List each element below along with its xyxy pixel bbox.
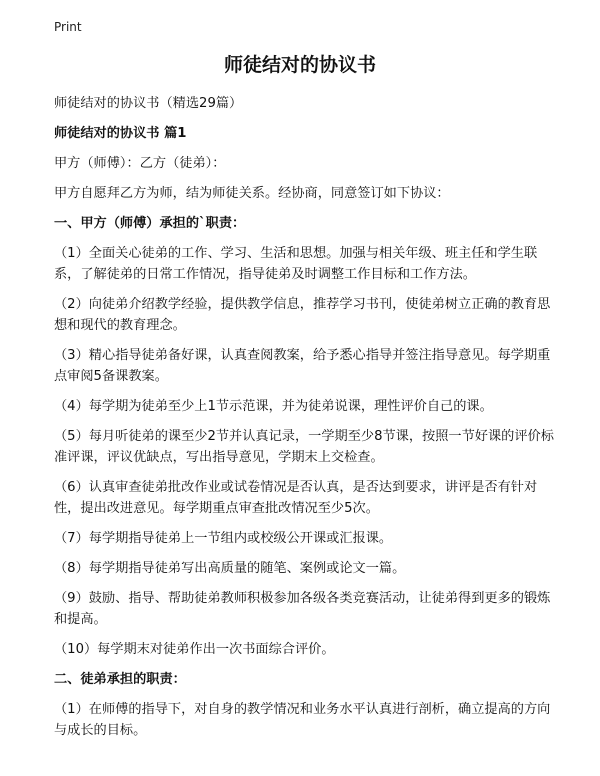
document-title: 师徒结对的协议书 xyxy=(223,54,376,76)
section1-heading: 一、甲方（师傅）承担的`职责： xyxy=(54,216,246,231)
section1-item: （9）鼓励、指导、帮助徒弟教师积极参加各级各类竞赛活动，让徒弟得到更多的锻炼和提高。 xyxy=(54,591,551,627)
section1-item: （2）向徒弟介绍教学经验，提供教学信息，推荐学习书刊，使徒弟树立正确的教育思想和现代的教育理念。 xyxy=(54,297,551,333)
article-heading: 师徒结对的协议书 篇1 xyxy=(54,126,187,141)
section1-item: （4）每学期为徒弟至少上1节示范课，并为徒弟说课，理性评价自己的课。 xyxy=(54,399,493,414)
parties-line: 甲方（师傅）：乙方（徒弟）： xyxy=(54,156,226,171)
section1-item: （6）认真审查徒弟批改作业或试卷情况是否认真，是否达到要求，讲评是否有针对性，提出改进意见。每学期重点审查批改情况至少5次。 xyxy=(54,480,538,516)
section1-item: （8）每学期指导徒弟写出高质量的随笔、案例或论文一篇。 xyxy=(54,561,406,576)
section2-item: （1）在师傅的指导下，对自身的教学情况和业务水平认真进行剖析，确立提高的方向与成长的目标。 xyxy=(54,702,551,738)
section1-item: （3）精心指导徒弟备好课，认真查阅教案，给予悉心指导并签注指导意见。每学期重点审阅5备课教案。 xyxy=(54,348,551,384)
document-subtitle: 师徒结对的协议书（精选29篇） xyxy=(54,96,243,111)
document-body xyxy=(54,93,554,741)
section1-item: （1）全面关心徒弟的工作、学习、生活和思想。加强与相关年级、班主任和学生联系，了解徒弟的日常工作情况，指导徒弟及时调整工作目标和工作方法。 xyxy=(54,246,538,282)
section1-item: （10）每学期末对徒弟作出一次书面综合评价。 xyxy=(54,642,335,657)
section1-item: （7）每学期指导徒弟上一节组内或校级公开课或汇报课。 xyxy=(54,531,393,546)
intro-paragraph: 甲方自愿拜乙方为师，结为师徒关系。经协商，同意签订如下协议： xyxy=(54,186,450,201)
print-label[interactable]: Print xyxy=(54,20,82,34)
section1-item: （5）每月听徒弟的课至少2节并认真记录，一学期至少8节课，按照一节好课的评价标准评课，评议优缺点，写出指导意见，学期末上交检查。 xyxy=(54,429,554,465)
section2-heading: 二、徒弟承担的职责： xyxy=(54,672,186,687)
